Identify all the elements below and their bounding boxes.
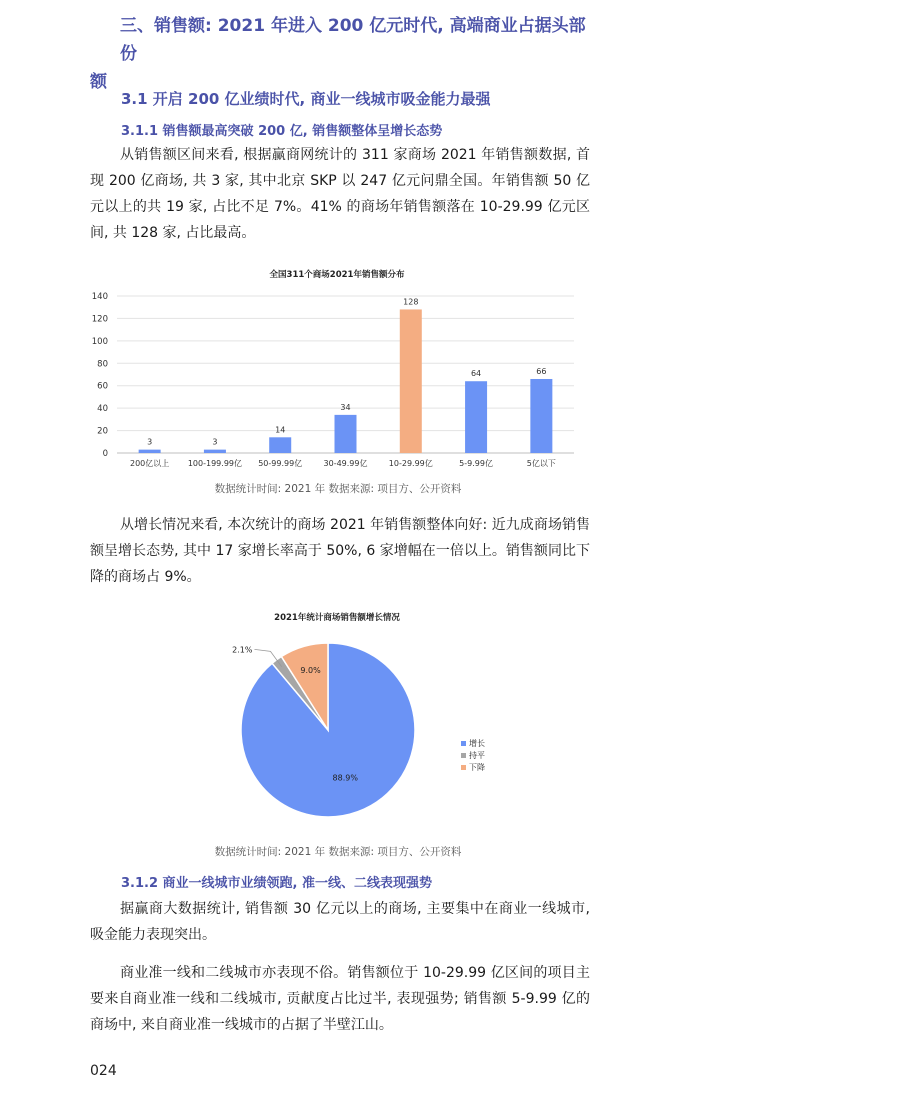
y-tick-label: 120 bbox=[91, 314, 108, 325]
bar-value-label: 14 bbox=[275, 425, 286, 435]
pie-value-label: 2.1% bbox=[232, 645, 253, 655]
section-title-line2: 额 bbox=[90, 72, 107, 92]
x-tick-label: 5-9.99亿 bbox=[459, 459, 493, 468]
legend-swatch-0 bbox=[461, 741, 466, 746]
x-tick-label: 5亿以下 bbox=[526, 459, 556, 468]
legend-swatch-2 bbox=[461, 765, 466, 770]
x-tick-label: 100-199.99亿 bbox=[187, 459, 243, 468]
bar-0 bbox=[139, 450, 161, 453]
bar-value-label: 128 bbox=[403, 297, 419, 307]
y-tick-label: 140 bbox=[91, 292, 108, 302]
paragraph-growth: 从增长情况来看, 本次统计的商场 2021 年销售额整体向好: 近九成商场销售额呈增长态势, 其中 17 家增长率高于 50%, 6 家增幅在一倍以上。销售额同比下降的商场占 9%。 bbox=[90, 517, 590, 585]
bar-value-label: 3 bbox=[147, 437, 153, 447]
section-title bbox=[90, 12, 600, 96]
bar-5 bbox=[465, 381, 487, 453]
section-title-line1: 三、销售额: 2021 年进入 200 亿元时代, 高端商业占据头部份 bbox=[120, 16, 586, 64]
x-tick-label: 50-99.99亿 bbox=[258, 459, 303, 468]
pie-chart-caption: 数据统计时间: 2021 年 数据来源: 项目方、公开资料 bbox=[214, 846, 462, 858]
x-tick-label: 10-29.99亿 bbox=[388, 459, 433, 468]
x-tick-label: 200亿以上 bbox=[130, 459, 170, 468]
bar-3 bbox=[335, 415, 357, 453]
y-tick-label: 20 bbox=[97, 426, 108, 437]
page-number: 024 bbox=[90, 1063, 117, 1079]
pie-chart-title: 2021年统计商场销售额增长情况 bbox=[274, 613, 400, 623]
pie-value-label: 9.0% bbox=[300, 665, 321, 675]
legend-label: 增长 bbox=[469, 739, 485, 748]
bar-chart bbox=[0, 258, 640, 478]
bar-value-label: 3 bbox=[212, 437, 218, 447]
subsection-3-1-1-title: 3.1.1 销售额最高突破 200 亿, 销售额整体呈增长态势 bbox=[121, 124, 443, 139]
legend-label: 持平 bbox=[469, 751, 485, 760]
bar-value-label: 66 bbox=[536, 366, 547, 376]
bar-value-label: 64 bbox=[470, 369, 482, 379]
pie-chart bbox=[0, 600, 640, 830]
paragraph-sales-range: 从销售额区间来看, 根据赢商网统计的 311 家商场 2021 年销售额数据, 首现 200 亿商场, 共 3 家, 其中北京 SKP 以 247 亿元问鼎全国。年销售额 50 亿元以上的共 19 家, 占比不足 7%。41% 的商场年销售额落在 10-29.99 亿元区间, 共 128 家, 占比最高。 bbox=[90, 147, 590, 241]
y-tick-label: 80 bbox=[97, 359, 108, 370]
paragraph-tier2-cities: 商业准一线和二线城市亦表现不俗。销售额位于 10-29.99 亿区间的项目主要来自商业准一线和二线城市, 贡献度占比过半, 表现强势; 销售额 5-9.99 亿的商场中, 来自商业准一线城市的占据了半壁江山。 bbox=[90, 965, 590, 1033]
x-tick-label: 30-49.99亿 bbox=[323, 459, 368, 468]
bar-1 bbox=[204, 450, 226, 453]
legend-swatch-1 bbox=[461, 753, 466, 758]
bar-2 bbox=[269, 437, 291, 453]
subsection-3-1-2-title: 3.1.2 商业一线城市业绩领跑, 准一线、二线表现强势 bbox=[121, 876, 433, 891]
bar-6 bbox=[530, 379, 552, 453]
y-tick-label: 100 bbox=[91, 336, 108, 347]
legend-label: 下降 bbox=[469, 763, 485, 772]
subsection-3-1-title: 3.1 开启 200 亿业绩时代, 商业一线城市吸金能力最强 bbox=[121, 90, 491, 108]
bar-4 bbox=[400, 309, 422, 453]
pie-value-label: 88.9% bbox=[332, 773, 358, 783]
y-tick-label: 0 bbox=[102, 449, 108, 459]
bar-chart-title: 全国311个商场2021年销售额分布 bbox=[269, 270, 405, 280]
bar-chart-caption: 数据统计时间: 2021 年 数据来源: 项目方、公开资料 bbox=[214, 483, 462, 495]
paragraph-tier1-cities: 据赢商大数据统计, 销售额 30 亿元以上的商场, 主要集中在商业一线城市, 吸金能力表现突出。 bbox=[90, 901, 590, 943]
y-tick-label: 60 bbox=[97, 381, 108, 392]
bar-value-label: 34 bbox=[340, 402, 351, 412]
y-tick-label: 40 bbox=[97, 404, 108, 415]
